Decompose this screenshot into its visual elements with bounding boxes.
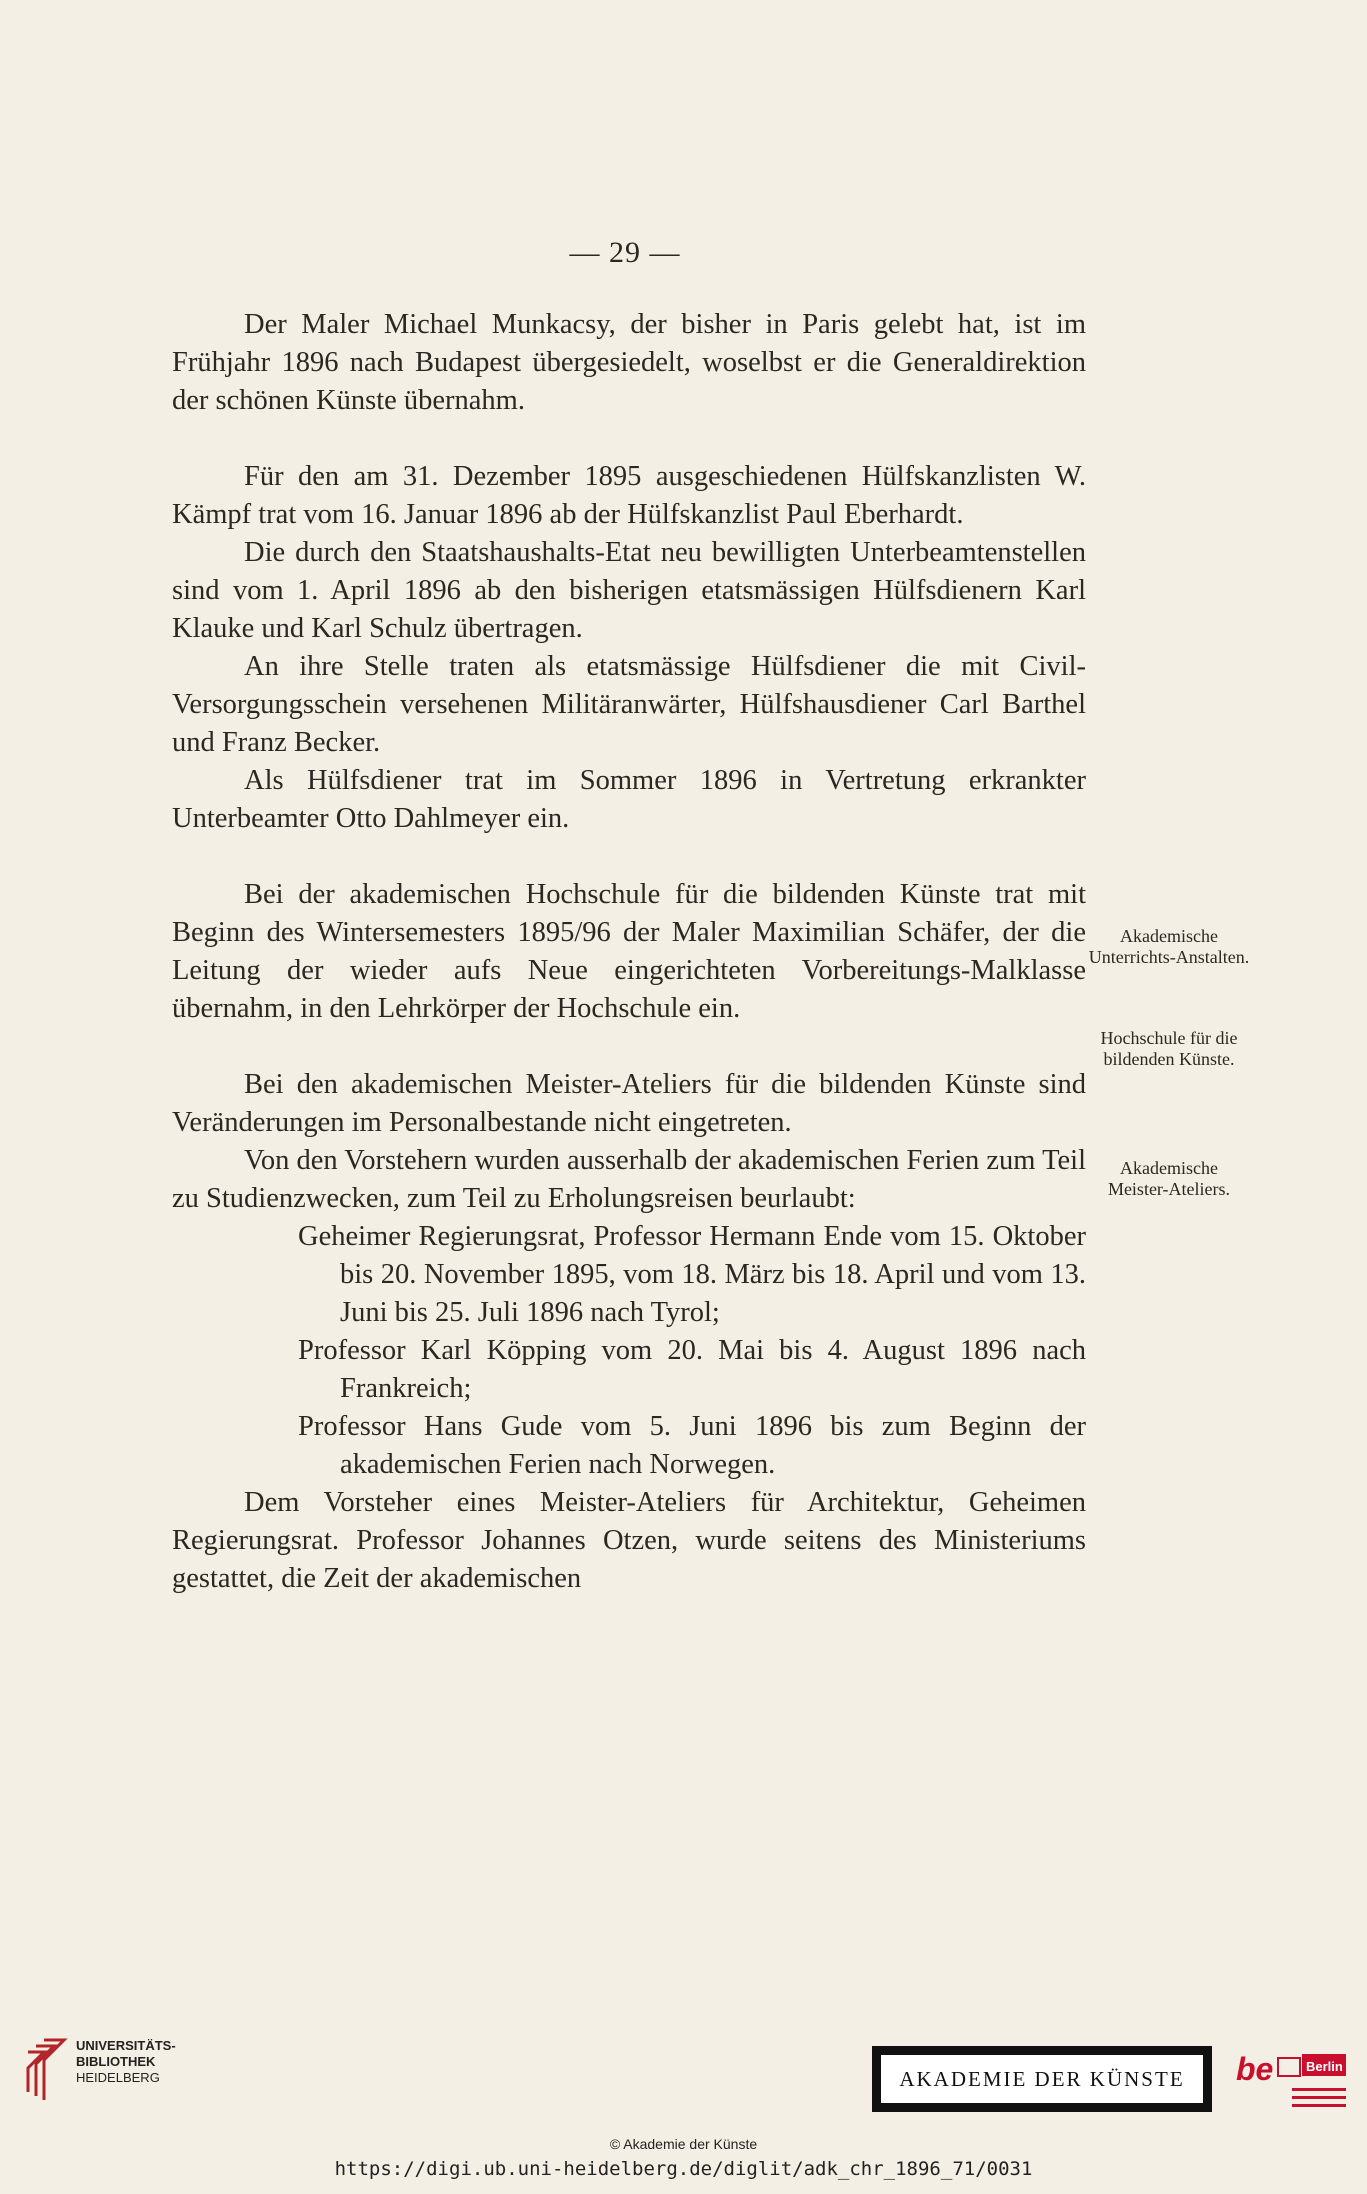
page-number: — 29 — bbox=[569, 236, 681, 269]
paragraph-munkacsy: Der Maler Michael Munkacsy, der bisher in Paris gelebt hat, ist im Frühjahr 1896 nach Budapest übergesiedelt, woselbst er die Generaldirektion der schönen Künste übernahm. bbox=[172, 309, 1086, 416]
ub-line-1: UNIVERSITÄTS- bbox=[76, 2038, 176, 2053]
paragraph-dahlmeyer: Als Hülfsdiener trat im Sommer 1896 in Vertretung erkrankter Unterbeamter Otto Dahlmeyer ein. bbox=[172, 765, 1086, 834]
paragraph-meister-ateliers: Bei den akademischen Meister-Ateliers für die bildenden Künste sind Veränderungen im Personalbestande nicht eingetreten. bbox=[172, 1069, 1086, 1138]
paragraph-hochschule: Bei der akademischen Hochschule für die bildenden Künste trat mit Beginn des Wintersemesters 1895/96 der Maler Maximilian Schäfer, der die Leitung der wieder aufs Neue eingerichteten Vorbereitungs-Malklasse übernahm, in den Lehrkörper der Hochschule ein. bbox=[172, 879, 1086, 1024]
ub-line-3: HEIDELBERG bbox=[76, 2070, 160, 2085]
ub-heidelberg-logo bbox=[14, 2034, 194, 2114]
copyright-notice: © Akademie der Künste bbox=[609, 2136, 758, 2152]
list-item-gude: Professor Hans Gude vom 5. Juni 1896 bis zum Beginn der akademischen Ferien nach Norwegen. bbox=[298, 1411, 1086, 1480]
main-text-block-1 bbox=[172, 306, 1086, 1598]
paragraph-vorsteher: Von den Vorstehern wurden ausserhalb der akademischen Ferien zum Teil zu Studienzwecken, zum Teil zu Erholungsreisen beurlaubt: bbox=[172, 1145, 1086, 1214]
svg-text:be: be bbox=[1236, 2051, 1274, 2087]
svg-text:Berlin: Berlin bbox=[1306, 2059, 1343, 2074]
paragraph-huelfsdiener: An ihre Stelle traten als etatsmässige Hülfsdiener die mit Civil-Versorgungsschein versehenen Militäranwärter, Hülfshausdiener Carl Barthel und Franz Becker. bbox=[172, 651, 1086, 758]
ub-line-2: BIBLIOTHEK bbox=[76, 2054, 156, 2069]
ub-heidelberg-text bbox=[76, 2038, 176, 2086]
margin-note-meister-ateliers: Akademische Meister-Ateliers. bbox=[1107, 1158, 1231, 1199]
adk-logo bbox=[872, 2046, 1212, 2112]
margin-note-hochschule: Hochschule für die bildenden Künste. bbox=[1100, 1028, 1238, 1069]
ub-heidelberg-icon bbox=[14, 2034, 68, 2106]
source-url[interactable]: https://digi.ub.uni-heidelberg.de/diglit/adk_chr_1896_71/0031 bbox=[334, 2158, 1033, 2180]
paragraph-eberhardt: Für den am 31. Dezember 1895 ausgeschiedenen Hülfskanzlisten W. Kämpf trat vom 16. Januar 1896 ab der Hülfskanzlist Paul Eberhardt. bbox=[172, 461, 1086, 530]
list-item-ende: Geheimer Regierungsrat, Professor Hermann Ende vom 15. Oktober bis 20. November 1895, vom 18. März bis 18. April und vom 13. Juni bis 25. Juli 1896 nach Tyrol; bbox=[298, 1221, 1086, 1328]
list-item-koepping: Professor Karl Köpping vom 20. Mai bis 4. August 1896 nach Frankreich; bbox=[298, 1335, 1086, 1404]
adk-logo-text: AKADEMIE DER KÜNSTE bbox=[881, 2055, 1203, 2103]
be-berlin-logo bbox=[1232, 2044, 1350, 2118]
margin-note-unterrichts-anstalten: Akademische Unterrichts-Anstalten. bbox=[1088, 926, 1250, 967]
paragraph-unterbeamtenstellen: Die durch den Staatshaushalts-Etat neu bewilligten Unterbeamtenstellen sind vom 1. April 1896 ab den bisherigen etatsmässigen Hülfsdienern Karl Klauke und Karl Schulz übertragen. bbox=[172, 537, 1086, 644]
paragraph-otzen: Dem Vorsteher eines Meister-Ateliers für Architektur, Geheimen Regierungsrat. Professor Johannes Otzen, wurde seitens des Ministeriums gestattet, die Zeit der akademischen bbox=[172, 1487, 1086, 1594]
